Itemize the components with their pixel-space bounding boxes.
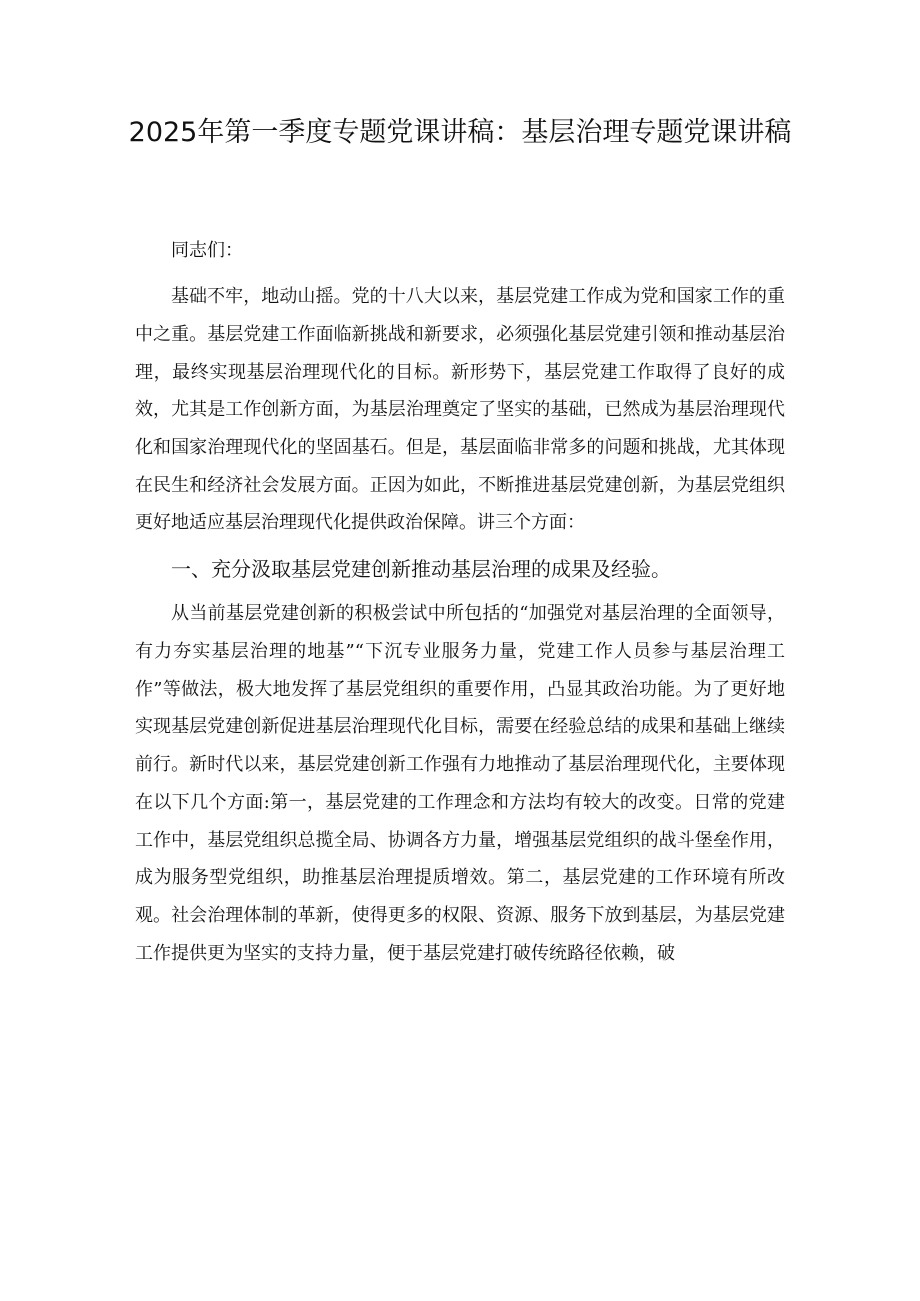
greeting: 同志们： [171, 240, 243, 261]
body-paragraph: 基础不牢，地动山摇。党的十八大以来，基层党建工作成为党和国家工作的重中之重。基层党建工作面临新挑战和新要求，必须强化基层党建引领和推动基层治理，最终实现基层治理现代化的目标。新形势下，基层党建工作取得了良好的成效，尤其是工作创新方面，为基层治理奠定了坚实的基础，已然成为基层治理现代化和国家治理现代化的坚固基石。但是，基层面临非常多的问题和挑战，尤其体现在民生和经济社会发展方面。正因为如此，不断推进基层党建创新，为基层党组织更好地适应基层治理现代化提供政治保障。讲三个方面： [135, 286, 785, 534]
section-heading: 一、充分汲取基层党建创新推动基层治理的成果及经验。 [171, 556, 671, 581]
body-paragraph: 从当前基层党建创新的积极尝试中所包括的“加强党对基层治理的全面领导，有力夯实基层治理的地基”“下沉专业服务力量，党建工作人员参与基层治理工作”等做法，极大地发挥了基层党组织的重要作用，凸显其政治功能。为了更好地实现基层党建创新促进基层治理现代化目标，需要在经验总结的成果和基础上继续前行。新时代以来，基层党建创新工作强有力地推动了基层治理现代化，主要体现在以下几个方面:第一，基层党建的工作理念和方法均有较大的改变。日常的党建工作中，基层党组织总揽全局、协调各方力量，增强基层党组织的战斗堡垒作用，成为服务型党组织，助推基层治理提质增效。第二，基层党建的工作环境有所改观。社会治理体制的革新，使得更多的权限、资源、服务下放到基层，为基层党建工作提供更为坚实的支持力量，便于基层党建打破传统路径依赖，破 [135, 603, 785, 964]
document-title: 2025年第一季度专题党课讲稿：基层治理专题党课讲稿 [128, 117, 792, 148]
document-body [135, 232, 785, 981]
